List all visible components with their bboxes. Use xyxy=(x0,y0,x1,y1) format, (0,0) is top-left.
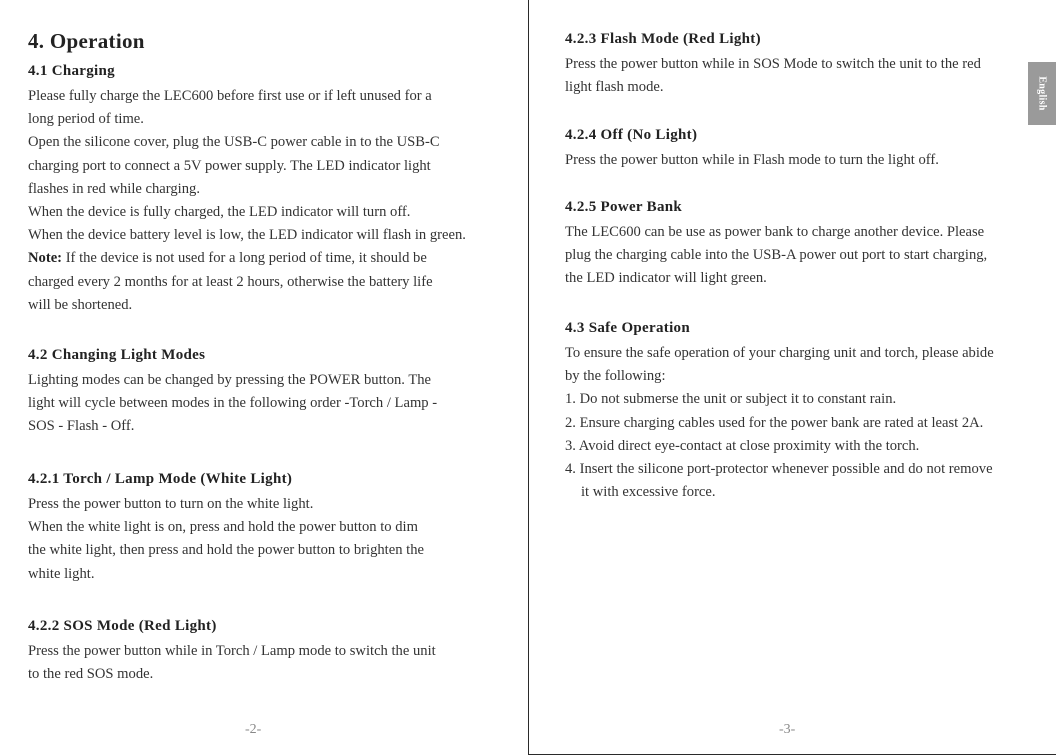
paragraph-power-bank xyxy=(565,221,987,291)
text-line: the white light, then press and hold the power button to brighten the xyxy=(28,542,424,559)
text-line: Open the silicone cover, plug the USB-C power cable in to the USB-C xyxy=(28,134,440,151)
heading-charging: 4.1 Charging xyxy=(28,63,115,79)
section-title-operation: 4. Operation xyxy=(28,29,145,53)
text-line: Press the power button while in Flash mode to turn the light off. xyxy=(565,152,939,168)
right-page xyxy=(528,0,1056,755)
heading-changing-light-modes: 4.2 Changing Light Modes xyxy=(28,347,206,363)
paragraph-off-mode xyxy=(565,149,939,172)
text-line: Please fully charge the LEC600 before first use or if left unused for a xyxy=(28,88,432,104)
text-line: light will cycle between modes in the following order -Torch / Lamp - xyxy=(28,395,438,412)
note-text: If the device is not used for a long period of time, it should be xyxy=(62,250,427,267)
list-item: 2. Ensure charging cables used for the power bank are rated at least 2A. xyxy=(565,414,984,431)
text-line: When the white light is on, press and hold the power button to dim xyxy=(28,519,418,536)
paragraph-light-modes xyxy=(28,369,437,439)
heading-sos-mode: 4.2.2 SOS Mode (Red Light) xyxy=(28,618,217,634)
text-line: charging port to connect a 5V power supply. The LED indicator light xyxy=(28,157,431,174)
note-line xyxy=(28,247,466,270)
paragraph-flash-mode xyxy=(565,53,981,99)
paragraph-torch-mode xyxy=(28,493,424,586)
list-item-continuation: it with excessive force. xyxy=(581,484,716,501)
text-line: the LED indicator will light green. xyxy=(565,270,767,287)
paragraph-charging xyxy=(28,85,466,317)
page-number-right: -3- xyxy=(779,722,796,737)
text-line: to the red SOS mode. xyxy=(28,666,154,683)
text-line: plug the charging cable into the USB-A power out port to start charging, xyxy=(565,247,988,264)
text-line: light flash mode. xyxy=(565,79,664,96)
paragraph-safe-operation xyxy=(565,342,994,504)
heading-off-mode: 4.2.4 Off (No Light) xyxy=(565,127,698,143)
text-line: SOS - Flash - Off. xyxy=(28,418,135,435)
list-item: 4. Insert the silicone port-protector whenever possible and do not remove xyxy=(565,461,993,478)
text-line: Press the power button while in SOS Mode to switch the unit to the red xyxy=(565,56,981,72)
text-line: flashes in red while charging. xyxy=(28,180,200,197)
note-label: Note: xyxy=(28,250,63,267)
text-line: white light. xyxy=(28,565,95,582)
text-line: will be shortened. xyxy=(28,296,133,313)
text-line: Press the power button to turn on the white light. xyxy=(28,496,314,512)
text-line: Lighting modes can be changed by pressing the POWER button. The xyxy=(28,372,432,388)
text-line: by the following: xyxy=(565,368,666,385)
heading-flash-mode: 4.2.3 Flash Mode (Red Light) xyxy=(565,31,761,47)
language-tab-label: English xyxy=(1037,76,1048,111)
text-line: The LEC600 can be use as power bank to charge another device. Please xyxy=(565,224,985,240)
page-number-left: -2- xyxy=(245,722,262,737)
text-line: When the device is fully charged, the LED indicator will turn off. xyxy=(28,204,411,221)
paragraph-sos-mode xyxy=(28,640,436,686)
heading-torch-lamp-mode: 4.2.1 Torch / Lamp Mode (White Light) xyxy=(28,471,293,487)
heading-power-bank: 4.2.5 Power Bank xyxy=(565,199,683,215)
list-item: 1. Do not submerse the unit or subject it to constant rain. xyxy=(565,391,897,408)
text-line: When the device battery level is low, the LED indicator will flash in green. xyxy=(28,227,466,244)
list-item: 3. Avoid direct eye-contact at close proximity with the torch. xyxy=(565,437,920,454)
text-line: To ensure the safe operation of your charging unit and torch, please abide xyxy=(565,345,994,361)
text-line: long period of time. xyxy=(28,111,144,128)
language-tab xyxy=(1028,62,1056,125)
text-line: Press the power button while in Torch / Lamp mode to switch the unit xyxy=(28,643,436,659)
heading-safe-operation: 4.3 Safe Operation xyxy=(565,320,690,336)
text-line: charged every 2 months for at least 2 hours, otherwise the battery life xyxy=(28,273,433,290)
